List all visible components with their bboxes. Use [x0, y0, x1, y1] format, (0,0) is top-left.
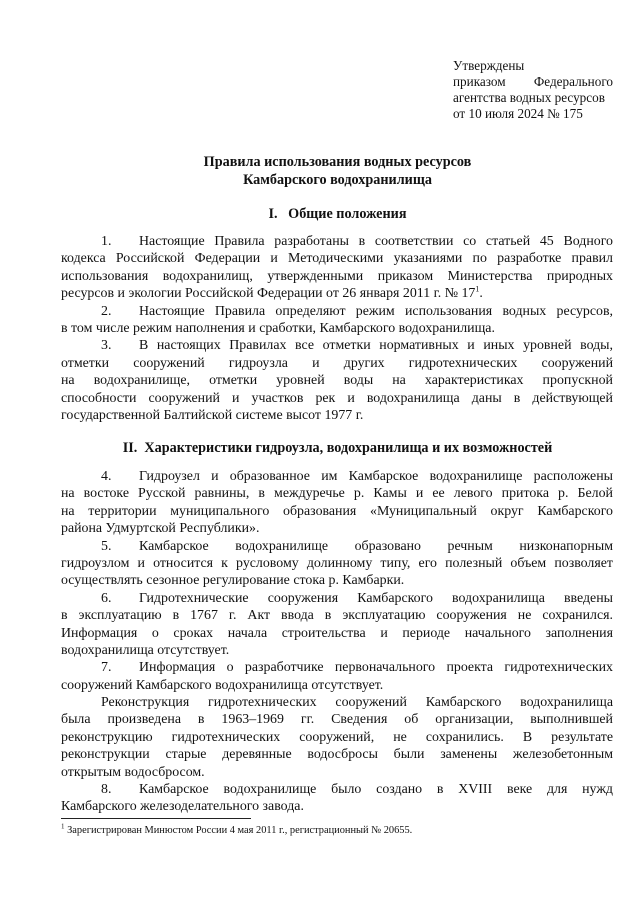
paragraph-text: . — [479, 286, 483, 302]
paragraph-3-line: государственной Балтийской системе высот 1977 г. — [61, 407, 364, 423]
document-title — [60, 153, 615, 189]
paragraph-text: Настоящие Правила определяют режим использования водных ресурсов, — [139, 303, 613, 319]
section-1-body — [61, 233, 613, 424]
approval-line: Утверждены — [453, 58, 525, 73]
paragraph-6-line: водохранилища отсутствует. — [61, 642, 230, 658]
footnote — [61, 824, 613, 837]
title-line: Правила использования водных ресурсов — [203, 154, 472, 170]
approval-date: от 10 июля 2024 № 175 — [453, 106, 583, 121]
paragraph-text: Камбарское водохранилище было создано в XVIII веке для нужд — [139, 782, 613, 798]
paragraph-1-line: кодекса Российской Федерации и Методическими указаниями по разработке правил — [61, 251, 613, 267]
footnote-mark: 1 — [61, 822, 65, 831]
paragraph-7b-line: реконструкцию гидротехнических сооружений, не сохранились. В результате — [61, 729, 613, 745]
paragraph-5-line: гидроузлом и относится к русловому долинному типу, его полезный объем позволяет — [61, 555, 613, 571]
paragraph-5-line: осуществлять сезонное регулирование стока р. Камбарки. — [61, 573, 405, 589]
paragraph-number: 6. — [101, 590, 112, 606]
paragraph-number: 1. — [101, 234, 112, 249]
paragraph-4-line: на территории муниципального образования «Муниципальный округ Камбарского — [61, 503, 613, 519]
paragraph-6-line — [61, 590, 613, 607]
paragraph-number: 4. — [101, 469, 112, 484]
section-heading-1: I. Общие положения — [268, 206, 407, 222]
paragraph-number: 8. — [101, 782, 112, 798]
paragraph-text: Информация о разработчике первоначального проекта гидротехнических — [139, 660, 613, 676]
approval-line: агентства водных ресурсов — [453, 90, 605, 105]
paragraph-7b-line: открытым водосбросом. — [61, 764, 205, 780]
footnote-ref: 1 — [475, 284, 480, 294]
paragraph-3-line: на водохранилище, отметки уровней воды на характеристиках пропускной — [61, 373, 613, 389]
paragraph-text: В настоящих Правилах все отметки нормативных и иных уровней воды, — [139, 338, 613, 354]
paragraph-4-line: района Удмуртской Республики». — [61, 521, 260, 537]
paragraph-text: Гидроузел и образованное им Камбарское водохранилище расположены — [139, 469, 613, 484]
paragraph-7-line: сооружений Камбарского водохранилища отсутствует. — [61, 677, 384, 693]
paragraph-text: Гидротехнические сооружения Камбарского водохранилища введены — [139, 590, 613, 606]
paragraph-5-line — [61, 538, 613, 555]
paragraph-number: 2. — [101, 303, 112, 319]
paragraph-6-line: Информация о сроках начала строительства и периоде начального заполнения — [61, 625, 613, 641]
approval-line — [453, 74, 613, 90]
title-line: Камбарского водохранилища — [243, 172, 432, 188]
paragraph-number: 3. — [101, 338, 112, 354]
section-heading-2: II. Характеристики гидроузла, водохранилища и их возможностей — [122, 440, 553, 456]
paragraph-6-line: в эксплуатацию в 1767 г. Акт ввода в эксплуатацию сооружения не сохранился. — [61, 608, 613, 624]
paragraph-3-line: способности сооружений и участков рек и водохранилища даны в действующей — [61, 390, 613, 406]
paragraph-text: Камбарское водохранилище образовано речным низконапорным — [139, 538, 613, 554]
paragraph-7-line — [61, 659, 613, 676]
paragraph-4-line — [61, 468, 613, 485]
paragraph-8-line — [61, 781, 613, 798]
paragraph-text: Настоящие Правила разработаны в соответствии со статьей 45 Водного — [139, 234, 613, 249]
paragraph-3-line — [61, 337, 613, 354]
paragraph-7b-line: была произведена в 1963–1969 гг. Сведения об организации, выполнившей — [61, 712, 613, 728]
section-2-body — [61, 468, 613, 816]
paragraph-4-line: на востоке Русской равнины, в междуречье р. Камы и ее левого притока р. Белой — [61, 486, 613, 502]
paragraph-7b-line: Реконструкция гидротехнических сооружений Камбарского водохранилища — [101, 695, 613, 711]
paragraph-1-line — [61, 233, 613, 250]
paragraph-2-line: в том числе режим наполнения и сработки, Камбарского водохранилища. — [61, 320, 495, 336]
approval-word: приказом — [453, 74, 506, 89]
paragraph-7b-line: реконструкции старые деревянные водосбросы были заменены железобетонным — [61, 747, 613, 763]
paragraph-8-line: Камбарского железоделательного завода. — [61, 799, 304, 815]
paragraph-1-line — [61, 285, 613, 302]
paragraph-2-line — [61, 303, 613, 320]
paragraph-text: ресурсов и экологии Российской Федерации от 26 января 2011 г. № 17 — [61, 286, 476, 302]
footnote-separator — [61, 818, 251, 819]
approval-stamp — [453, 58, 613, 122]
paragraph-3-line: отметки сооружений гидроузла и других гидротехнических сооружений — [61, 355, 613, 371]
paragraph-number: 5. — [101, 538, 112, 554]
footnote-text: Зарегистрирован Минюстом России 4 мая 2011 г., регистрационный № 20655. — [64, 825, 413, 836]
paragraph-1-line: использования водохранилищ, утвержденными приказом Министерства природных — [61, 268, 613, 284]
approval-word: Федерального — [533, 74, 613, 89]
paragraph-number: 7. — [101, 660, 112, 676]
